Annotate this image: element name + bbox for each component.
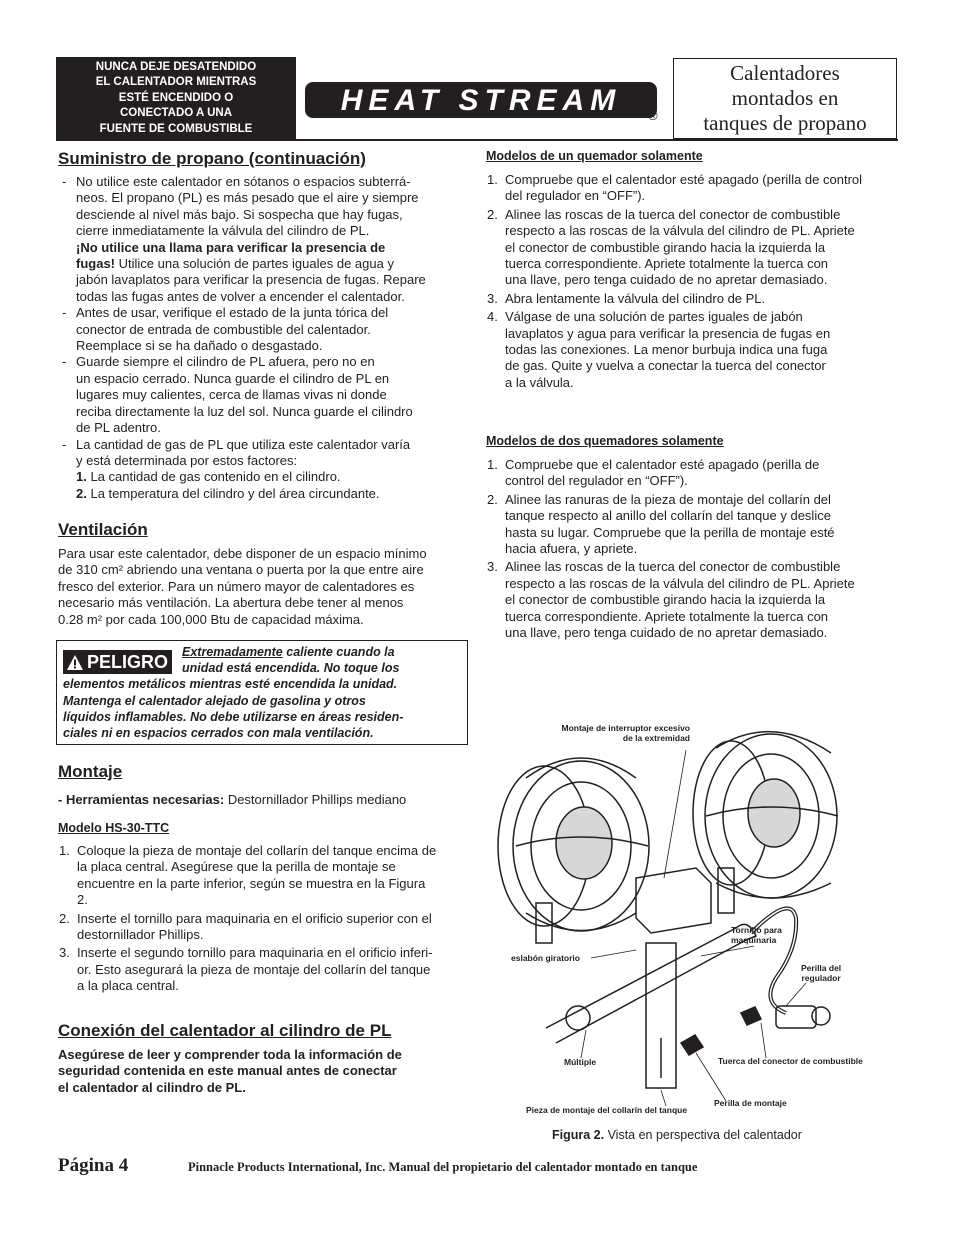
list-item: 2. Inserte el tornillo para maquinaria en el orificio superior con el destornillador Phillips. [59,910,432,943]
list-item: 2. Alinee las roscas de la tuerca del conector de combustible respecto a las roscas de la válvula del cilindro de PL. Apriete el conector de combustible girando hacia la izquierda la tuerca correspondiente. Apriete totalmente la tuerca con una llave, pero tenga cuidado de no apretar demasiado. [487,206,855,288]
un-quemador-steps [486,172,896,393]
list-item: 3. Abra lentamente la válvula del cilindro de PL. [487,290,766,306]
figure-caption: Figura 2. Vista en perspectiva del calentador [552,1128,802,1142]
list-item: 4. Válgase de una solución de partes iguales de jabón lavaplatos y agua para verificar la presencia de fugas en todas las conexiones. La menor burbuja indica una fuga de gas. Quite y vuelva a conectar la tuerca del conector a la válvula. [487,309,831,390]
document-title [673,58,897,139]
label-tuerca: Tuerca del conector de combustible [718,1056,863,1066]
warning-line: ESTÉ ENCENDIDO O [118,91,234,104]
montaje-tools: - Herramientas necesarias: Destornillador Phillips mediano [58,792,407,807]
list-item: 2. Alinee las ranuras de la pieza de montaje del collarín del tanque respecto al anillo del collarín del tanque y deslice hasta su lugar. Compruebe que la perilla de montaje esté hacia afuera, y apriete. [487,491,835,557]
list-item: - No utilice este calentador en sótanos o espacios subterrá- neos. El propano (PL) es más pesado que el aire y siempre desciende al nivel más bajo. Si sospecha que hay fugas, cierre inmediatamente la válvula del cilindro de PL. ¡No utilice una llama para verificar la presencia de fugas! Utilice una solución de partes iguales de agua y jabón lavaplatos para verificar la presencia de fugas. Repare todas las fugas antes de volver a encender el calentador. [58,174,468,305]
section-heading-conexion: Conexión del calentador al cilindro de PL [58,1021,392,1040]
brand-text: HEAT STREAM [340,84,622,117]
list-item: 1. Compruebe que el calentador esté apagado (perilla de control del regulador en “OFF”). [487,457,820,489]
list-item: 3. Alinee las roscas de la tuerca del conector de combustible respecto a las roscas de la válvula del cilindro de PL. Apriete el conector de combustible girando hacia la izquierda la tuerca correspondiente. Apriete totalmente la tuerca con una llave, pero tenga cuidado de no apretar demasiado. [487,559,855,641]
subheading-dos-quemadores: Modelos de dos quemadores solamente [486,434,724,448]
model-heading: Modelo HS-30-TTC [58,821,170,835]
list-item: 1. Coloque la pieza de montaje del collarín del tanque encima de la placa central. Asegúrese que la perilla de montaje se encuentre en la parte inferior, según se muestra en la Figura 2. [59,843,437,908]
title-line: montados en [731,86,839,110]
heatstream-logo [303,80,659,120]
footer-text: Pinnacle Products International, Inc. Manual del propietario del calentador montado en tanque [188,1160,698,1174]
section-heading-montaje: Montaje [58,762,123,781]
list-item: - Guarde siempre el cilindro de PL afuera, pero no en un espacio cerrado. Nunca guarde el cilindro de PL en lugares muy calientes, cerca de llamas vivas ni donde reciba directamente la luz del sol. Nunca guarde el cilindro de PL adentro. [58,354,468,436]
conexion-text: Asegúrese de leer y comprender toda la información de seguridad contenida en este manual antes de conectar el calentador al cilindro de PL. [58,1047,402,1095]
heater-figure [486,718,896,1118]
label-interruptor: Montaje de interruptor excesivo de la extremidad [561,723,690,743]
title-line: Calentadores [730,61,840,85]
warning-box [56,57,296,140]
registered-mark: ® [648,108,658,123]
label-multiple: Múltiple [564,1057,597,1067]
montaje-steps [58,843,468,997]
label-perilla-montaje: Perilla de montaje [714,1098,787,1108]
list-item: - Antes de usar, verifique el estado de la junta tórica del conector de entrada de combustible del calentador. Reemplace si se ha dañado o desgastado. [58,305,468,354]
dos-quemadores-steps [486,457,896,643]
list-item: 3. Inserte el segundo tornillo para maquinaria en el orificio inferi- or. Esto asegurará la pieza de montaje del collarín del tanque a la placa central. [59,945,433,994]
label-tornillo: Tornillo para maquinaria [731,925,782,945]
title-line: tanques de propano [703,111,867,135]
ventilacion-text: Para usar este calentador, debe disponer de un espacio mínimo de 310 cm² abriendo una ventana o puerta por la que entre aire fresco del exterior. Para un número mayor de calentadores es necesario más ventilación. La abertura debe tener al menos 0.28 m² por cada 100,000 Btu de capacidad máxima. [58,546,427,627]
subheading-un-quemador: Modelos de un quemador solamente [486,149,703,163]
suministro-list [58,174,468,502]
warning-line: FUENTE DE COMBUSTIBLE [99,122,253,135]
list-item: 1. Compruebe que el calentador esté apagado (perilla de control del regulador en “OFF”). [487,172,863,204]
warning-line: CONECTADO A UNA [119,107,232,120]
label-pieza: Pieza de montaje del collarín del tanque [526,1105,688,1115]
section-heading-ventilacion: Ventilación [58,520,148,539]
factor-1: 1. La cantidad de gas contenido en el cilindro. [76,469,341,485]
header-divider [56,139,898,141]
section-heading-suministro: Suministro de propano (continuación) [58,149,366,168]
peligro-badge: PELIGRO [63,650,172,674]
page-number: Página 4 [58,1155,129,1176]
warning-triangle-icon [67,655,83,670]
warning-line: NUNCA DEJE DESATENDIDO [95,60,257,73]
factor-2: 2. La temperatura del cilindro y del área circundante. [76,485,380,501]
list-item: - La cantidad de gas de PL que utiliza este calentador varía y está determinada por estos factores: 1. La cantidad de gas contenido en el cilindro. 2. La temperatura del cilindro y del área circundante. [58,437,468,503]
label-perilla-regulador: Perilla del regulador [801,963,842,983]
label-eslabon: eslabón giratorio [511,953,580,963]
danger-box: PELIGRO Extremadamente caliente cuando la unidad está encendida. No toque los elementos metálicos mientras esté encendida la unidad. Mantenga el calentador alejado de gasolina y otros líquidos inflamables. No debe utilizarse en áreas residen- ciales ni en espacios cerrados con mala ventilación. [56,640,468,745]
warning-line: EL CALENTADOR MIENTRAS [95,76,257,89]
